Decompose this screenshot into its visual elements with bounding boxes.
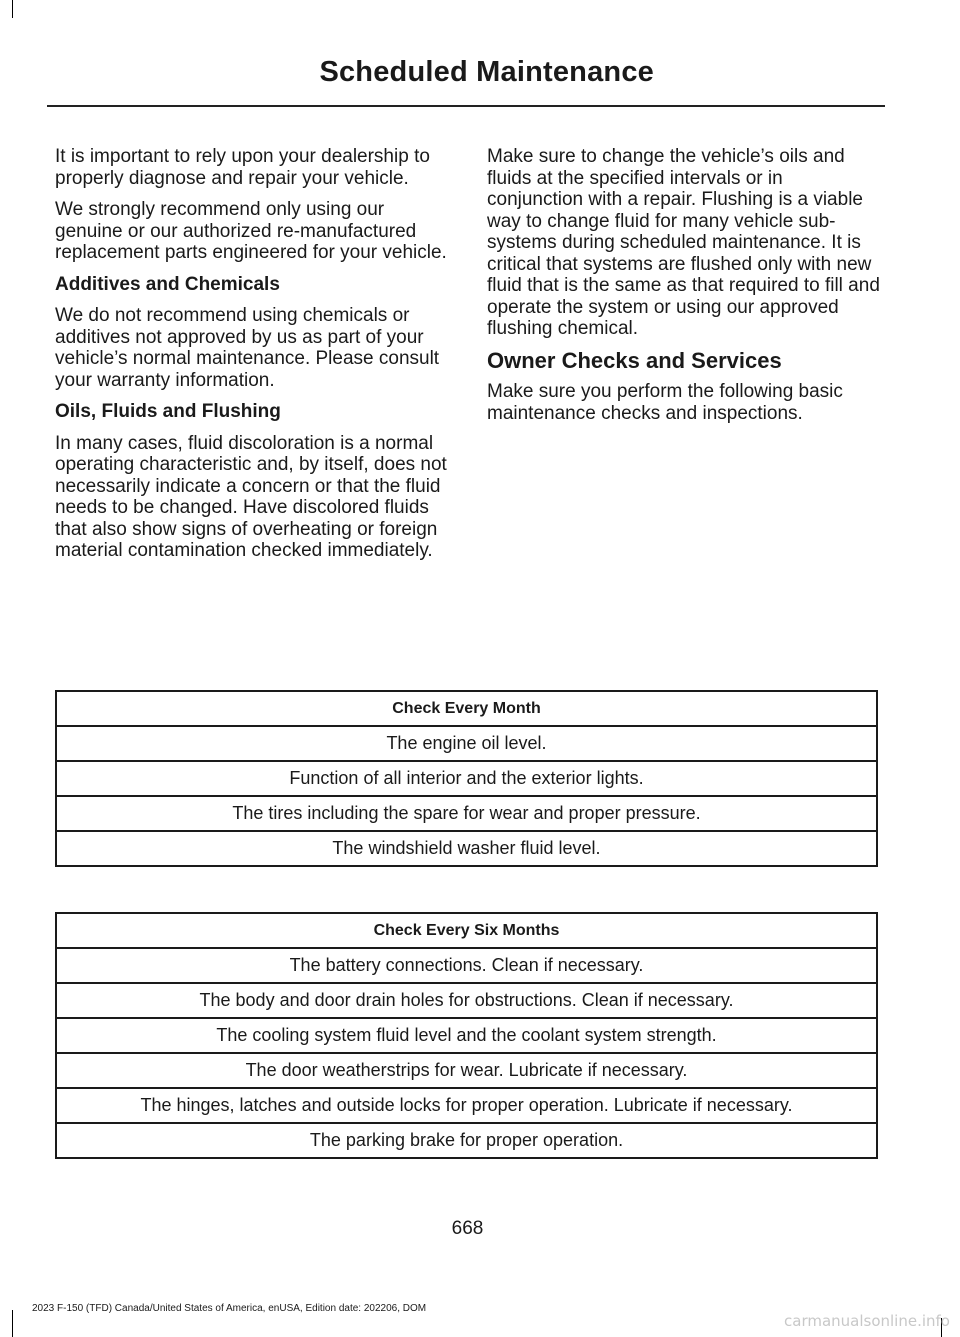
edition-footer: 2023 F-150 (TFD) Canada/United States of America, enUSA, Edition date: 202206, DOM	[32, 1303, 427, 1314]
table-row: The body and door drain holes for obstructions. Clean if necessary.	[56, 983, 877, 1018]
crop-mark-bottom-left	[12, 1310, 13, 1337]
right-column	[487, 146, 881, 434]
crop-mark-top-left	[12, 0, 13, 18]
page-number: 668	[451, 1218, 484, 1239]
paragraph-additives: We do not recommend using chemicals or additives not approved by us as part of your vehicle’s normal maintenance. Please consult your warranty information.	[55, 305, 440, 391]
check-every-month-table	[55, 690, 878, 867]
header-divider	[47, 105, 885, 107]
table-row: The tires including the spare for wear and proper pressure.	[56, 796, 877, 831]
page-title: Scheduled Maintenance	[319, 56, 654, 88]
table-row: The battery connections. Clean if necessary.	[56, 948, 877, 983]
check-every-six-months-table	[55, 912, 878, 1159]
table-header: Check Every Six Months	[56, 913, 877, 948]
heading-owner-checks: Owner Checks and Services	[487, 347, 782, 373]
table-row: The cooling system fluid level and the coolant system strength.	[56, 1018, 877, 1053]
table-header: Check Every Month	[56, 691, 877, 726]
left-column	[55, 146, 450, 572]
table-row: Function of all interior and the exterior lights.	[56, 761, 877, 796]
watermark: carmanualsonline.info	[784, 1312, 950, 1330]
table-row: The door weatherstrips for wear. Lubricate if necessary.	[56, 1053, 877, 1088]
paragraph-flushing: Make sure to change the vehicle’s oils and fluids at the specified intervals or in conjunction with a repair. Flushing is a viable way to change fluid for many vehicle sub-systems during scheduled maintenance. It is critical that systems are flushed only with new fluid that is the same as that required to fill and operate the system or using our approved flushing chemical.	[487, 146, 880, 339]
paragraph-basic-checks: Make sure you perform the following basic maintenance checks and inspections.	[487, 381, 843, 424]
paragraph-fluid-discoloration: In many cases, fluid discoloration is a normal operating characteristic and, by itself, does not necessarily indicate a concern or that the fluid needs to be changed. Have discolored fluids that also show signs of overheating or foreign material contamination checked immediately.	[55, 432, 447, 561]
heading-additives: Additives and Chemicals	[55, 273, 280, 295]
table-row: The parking brake for proper operation.	[56, 1123, 877, 1158]
table-row: The hinges, latches and outside locks for proper operation. Lubricate if necessary.	[56, 1088, 877, 1123]
paragraph-dealership: It is important to rely upon your dealership to properly diagnose and repair your vehicle.	[55, 146, 430, 189]
table-row: The engine oil level.	[56, 726, 877, 761]
paragraph-genuine-parts: We strongly recommend only using our genuine or our authorized re-manufactured replacement parts engineered for your vehicle.	[55, 199, 447, 263]
table-row: The windshield washer fluid level.	[56, 831, 877, 866]
heading-oils-fluids: Oils, Fluids and Flushing	[55, 401, 281, 422]
